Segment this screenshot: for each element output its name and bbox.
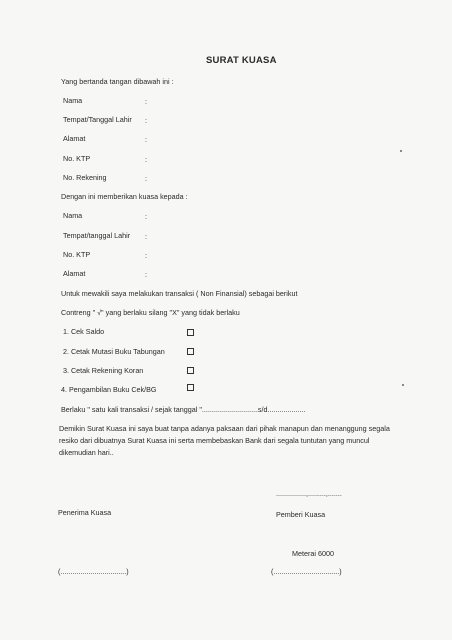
grantor-name-label: Nama [63,96,83,105]
validity-text: Berlaku " satu kali transaksi / sejak tanggal "............................s/d................... [61,405,306,414]
statement-line-3: dikemudian hari.. [59,448,114,457]
document-title: SURAT KUASA [206,55,277,66]
date-line: ...............,.........,....... [276,489,342,498]
grantee-address-label: Alamat [63,269,86,278]
scan-speck [402,384,404,386]
grantee-birth-label: Tempat/tanggal Lahir [63,231,131,240]
grantor-address-label: Alamat [63,134,86,143]
grantor-name-colon: : [145,97,147,106]
option-cetak-rekening: 3. Cetak Rekening Koran [63,366,144,375]
grantor-intro: Yang bertanda tangan dibawah ini : [61,77,174,86]
grantee-name-label: Nama [63,211,83,220]
statement-line-2: resiko dari dibuatnya Surat Kuasa ini serta membebaskan Bank dari segala tuntutan yang muncul [59,436,370,445]
option-cetak-mutasi-checkbox[interactable] [187,348,194,355]
instruction-text: Contreng " √" yang berlaku silang "X" yang tidak berlaku [61,308,240,317]
giver-label: Pemberi Kuasa [276,510,326,519]
grantor-account-colon: : [145,174,147,183]
grantee-birth-colon: : [145,232,147,241]
option-buku-cek: 4. Pengambilan Buku Cek/BG [61,385,157,394]
option-cek-saldo: 1. Cek Saldo [63,327,105,336]
grantor-address-colon: : [145,135,147,144]
grantor-ktp-colon: : [145,155,147,164]
option-cetak-mutasi: 2. Cetak Mutasi Buku Tabungan [63,347,165,356]
giver-signature-line: (.................................) [271,567,342,576]
stamp-label: Meterai 6000 [292,549,334,558]
grantee-address-colon: : [145,270,147,279]
option-buku-cek-checkbox[interactable] [187,384,194,391]
purpose-text: Untuk mewakili saya melakukan transaksi ( Non Finansial) sebagai berikut [61,289,298,298]
grantor-birth-colon: : [145,116,147,125]
scan-speck [400,150,402,152]
grantee-ktp-colon: : [145,251,147,260]
receiver-signature-line: (.................................) [58,567,129,576]
option-cek-saldo-checkbox[interactable] [187,329,194,336]
option-cetak-rekening-checkbox[interactable] [187,367,194,374]
grantee-intro: Dengan ini memberikan kuasa kepada : [61,192,188,201]
grantee-name-colon: : [145,212,147,221]
grantor-ktp-label: No. KTP [63,154,91,163]
grantor-account-label: No. Rekening [63,173,107,182]
grantee-ktp-label: No. KTP [63,250,91,259]
grantor-birth-label: Tempat/Tanggal Lahir [63,115,132,124]
statement-line-1: Demikin Surat Kuasa ini saya buat tanpa adanya paksaan dari pihak manapun dan menanggung segala [59,424,390,433]
receiver-label: Penerima Kuasa [58,508,112,517]
